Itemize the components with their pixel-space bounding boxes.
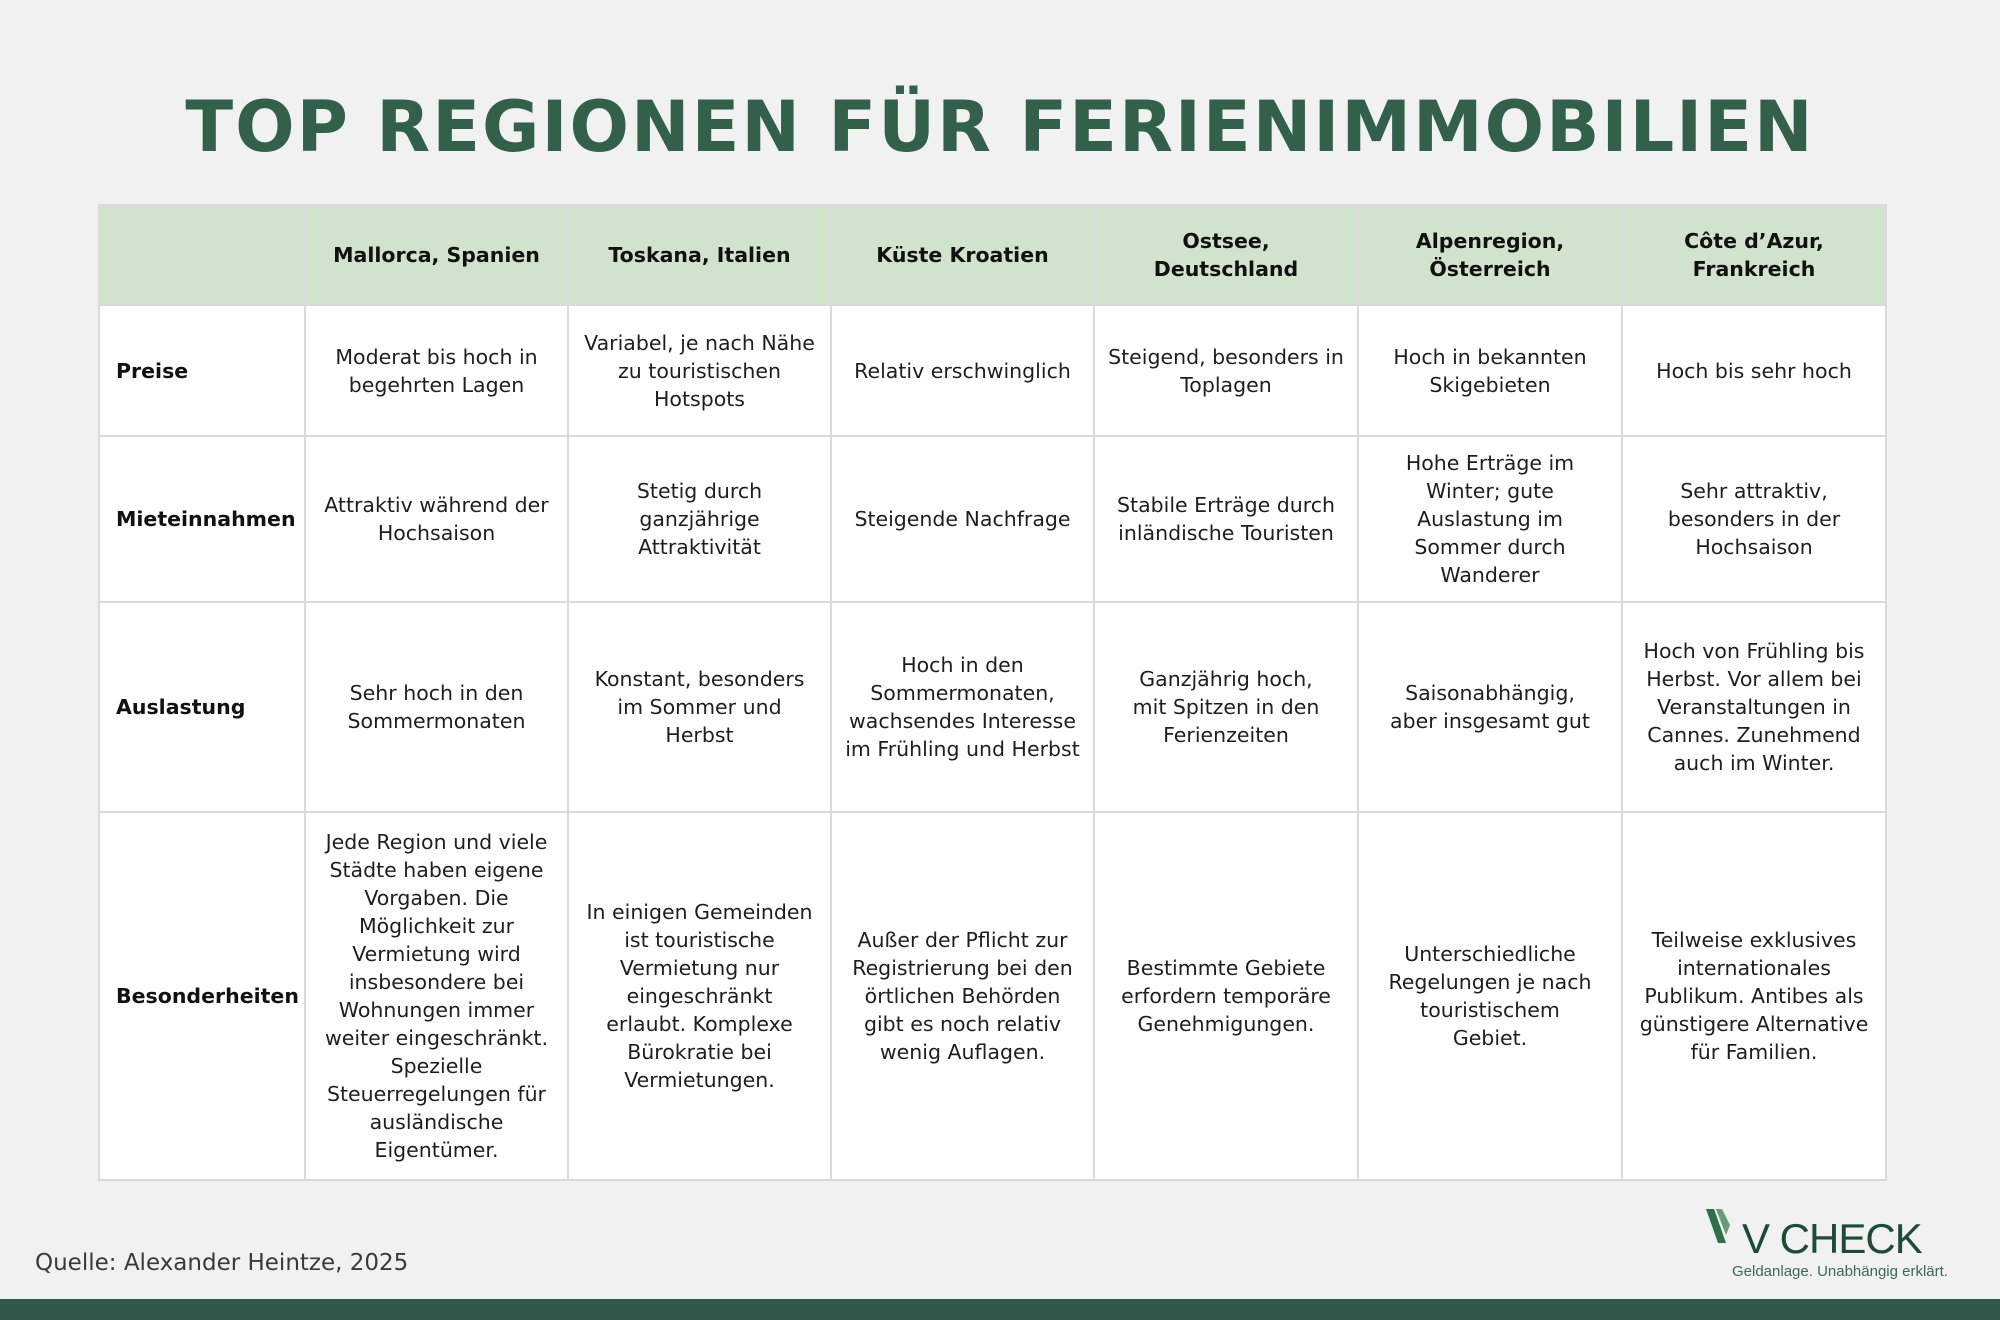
- footer-bar: [0, 1299, 2000, 1320]
- table-row: [99, 602, 1886, 812]
- page-title: TOP REGIONEN FÜR FERIENIMMOBILIEN: [185, 86, 1815, 168]
- table-cell: Konstant, besonders im Sommer und Herbst: [568, 602, 831, 812]
- row-label: Auslastung: [99, 602, 305, 812]
- table-row: [99, 305, 1886, 436]
- logo-text: V CHECK: [1742, 1215, 1922, 1262]
- table-cell: Hoch in den Sommermonaten, wachsendes Interesse im Frühling und Herbst: [831, 602, 1094, 812]
- table-cell: Hoch bis sehr hoch: [1622, 305, 1886, 436]
- table-cell: Unterschiedliche Regelungen je nach touristischem Gebiet.: [1358, 812, 1622, 1180]
- source-note: Quelle: Alexander Heintze, 2025: [35, 1250, 409, 1276]
- column-header: Mallorca, Spanien: [305, 205, 568, 305]
- vcheck-logo: [1704, 1205, 1974, 1285]
- table-row: [99, 812, 1886, 1180]
- table-cell: Jede Region und viele Städte haben eigene Vorgaben. Die Möglichkeit zur Vermietung wird insbesondere bei Wohnungen immer weiter eingeschränkt. Spezielle Steuerregelungen für ausländische Eigentümer.: [305, 812, 568, 1180]
- table-cell: Saisonabhängig, aber insgesamt gut: [1358, 602, 1622, 812]
- table-cell: Stabile Erträge durch inländische Touristen: [1094, 436, 1358, 602]
- table-cell: Hohe Erträge im Winter; gute Auslastung im Sommer durch Wanderer: [1358, 436, 1622, 602]
- table-row: [99, 436, 1886, 602]
- table-cell: Moderat bis hoch in begehrten Lagen: [305, 305, 568, 436]
- row-label: Besonderheiten: [99, 812, 305, 1180]
- table-cell: Außer der Pflicht zur Registrierung bei den örtlichen Behörden gibt es noch relativ wenig Auflagen.: [831, 812, 1094, 1180]
- logo-tagline: Geldanlage. Unabhängig erklärt.: [1732, 1263, 1948, 1280]
- column-header: Alpenregion, Österreich: [1358, 205, 1622, 305]
- column-header: Küste Kroatien: [831, 205, 1094, 305]
- table-cell: Sehr attraktiv, besonders in der Hochsaison: [1622, 436, 1886, 602]
- table-cell: Hoch von Frühling bis Herbst. Vor allem bei Veranstaltungen in Cannes. Zunehmend auch im Winter.: [1622, 602, 1886, 812]
- column-header: Toskana, Italien: [568, 205, 831, 305]
- table-cell: Steigend, besonders in Toplagen: [1094, 305, 1358, 436]
- column-header: Ostsee, Deutschland: [1094, 205, 1358, 305]
- table-cell: Variabel, je nach Nähe zu touristischen Hotspots: [568, 305, 831, 436]
- table-cell: In einigen Gemeinden ist touristische Vermietung nur eingeschränkt erlaubt. Komplexe Bürokratie bei Vermietungen.: [568, 812, 831, 1180]
- table-cell: Steigende Nachfrage: [831, 436, 1094, 602]
- row-label: Preise: [99, 305, 305, 436]
- table-cell: Hoch in bekannten Skigebieten: [1358, 305, 1622, 436]
- table-cell: Attraktiv während der Hochsaison: [305, 436, 568, 602]
- table-cell: Stetig durch ganzjährige Attraktivität: [568, 436, 831, 602]
- corner-cell: [99, 205, 305, 305]
- column-header: Côte d’Azur, Frankreich: [1622, 205, 1886, 305]
- regions-table: [98, 204, 1887, 1181]
- table-header-row: [99, 205, 1886, 305]
- row-label: Mieteinnahmen: [99, 436, 305, 602]
- table-cell: Relativ erschwinglich: [831, 305, 1094, 436]
- table-cell: Ganzjährig hoch, mit Spitzen in den Ferienzeiten: [1094, 602, 1358, 812]
- table-cell: Sehr hoch in den Sommermonaten: [305, 602, 568, 812]
- table-cell: Bestimmte Gebiete erfordern temporäre Genehmigungen.: [1094, 812, 1358, 1180]
- table-cell: Teilweise exklusives internationales Publikum. Antibes als günstigere Alternative für Familien.: [1622, 812, 1886, 1180]
